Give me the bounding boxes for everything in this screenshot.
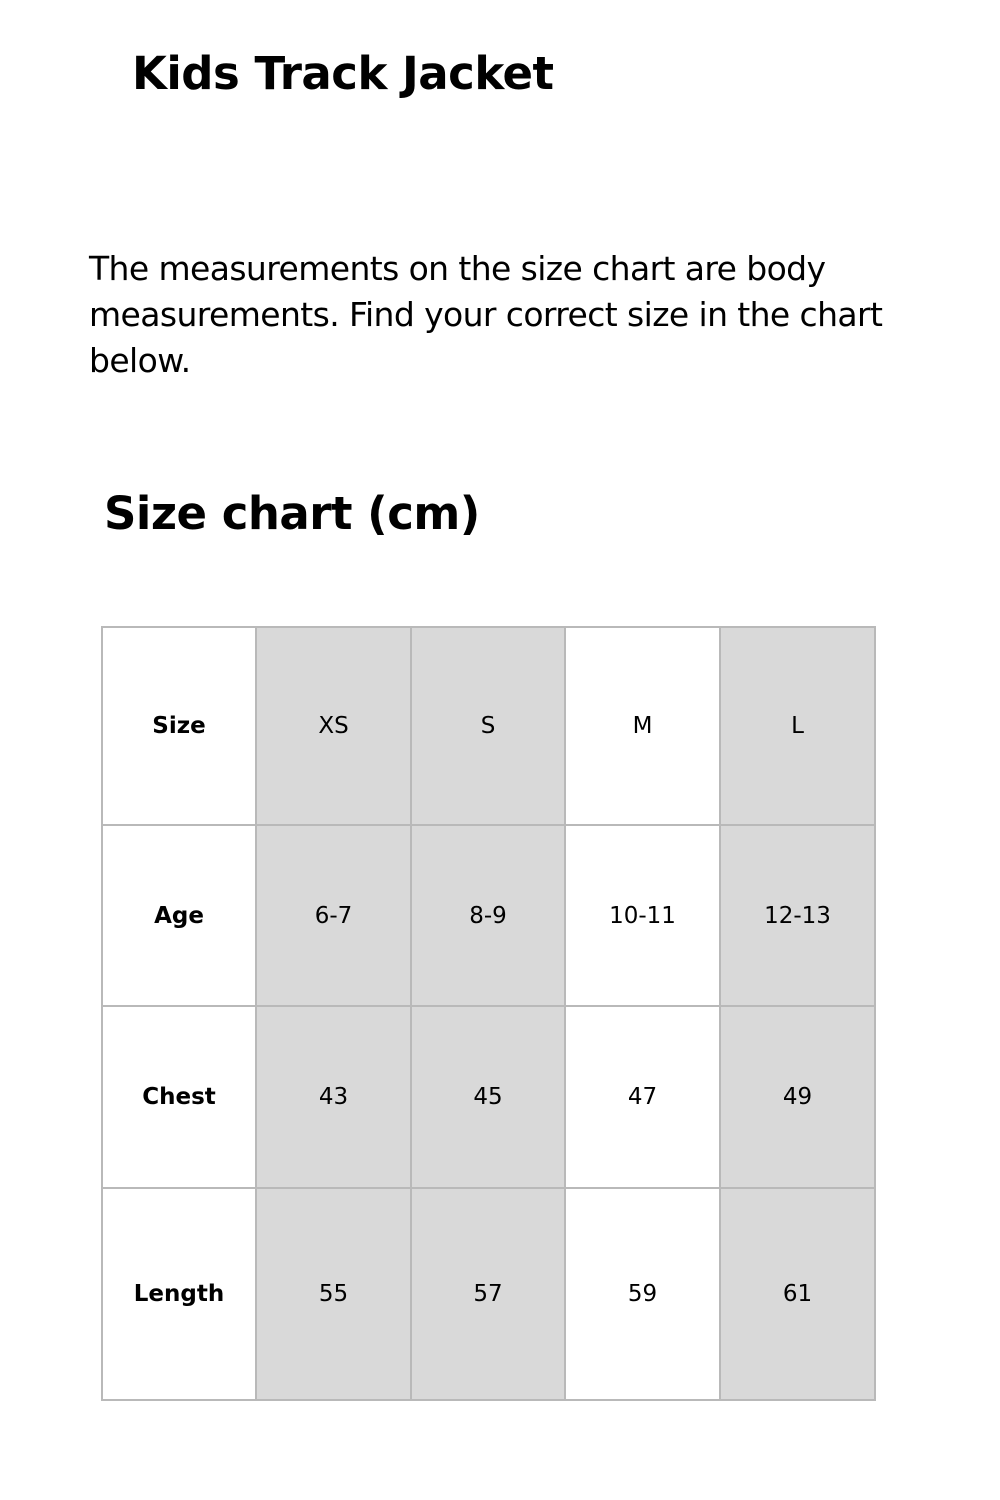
- table-cell: 6-7: [256, 825, 411, 1006]
- size-chart-heading: Size chart (cm): [104, 487, 480, 540]
- table-cell: 10-11: [565, 825, 720, 1006]
- table-cell: 12-13: [720, 825, 875, 1006]
- row-label-chest: Chest: [102, 1006, 256, 1188]
- product-title: Kids Track Jacket: [132, 47, 554, 100]
- table-cell: 55: [256, 1188, 411, 1400]
- table-row-age: [102, 825, 875, 1006]
- row-label-age: Age: [102, 825, 256, 1006]
- table-cell: 43: [256, 1006, 411, 1188]
- table-cell: 47: [565, 1006, 720, 1188]
- row-label-length: Length: [102, 1188, 256, 1400]
- table-cell: 45: [411, 1006, 565, 1188]
- table-cell: M: [565, 627, 720, 825]
- table-cell: XS: [256, 627, 411, 825]
- table-cell: 49: [720, 1006, 875, 1188]
- table-cell: 59: [565, 1188, 720, 1400]
- table-row-length: [102, 1188, 875, 1400]
- row-label-size: Size: [102, 627, 256, 825]
- size-chart-table: [101, 626, 876, 1401]
- table-cell: 61: [720, 1188, 875, 1400]
- table-cell: 57: [411, 1188, 565, 1400]
- intro-paragraph: The measurements on the size chart are body measurements. Find your correct size in the chart below.: [89, 249, 883, 380]
- table-cell: 8-9: [411, 825, 565, 1006]
- table-cell: S: [411, 627, 565, 825]
- table-row-chest: [102, 1006, 875, 1188]
- table-row-size: [102, 627, 875, 825]
- table-cell: L: [720, 627, 875, 825]
